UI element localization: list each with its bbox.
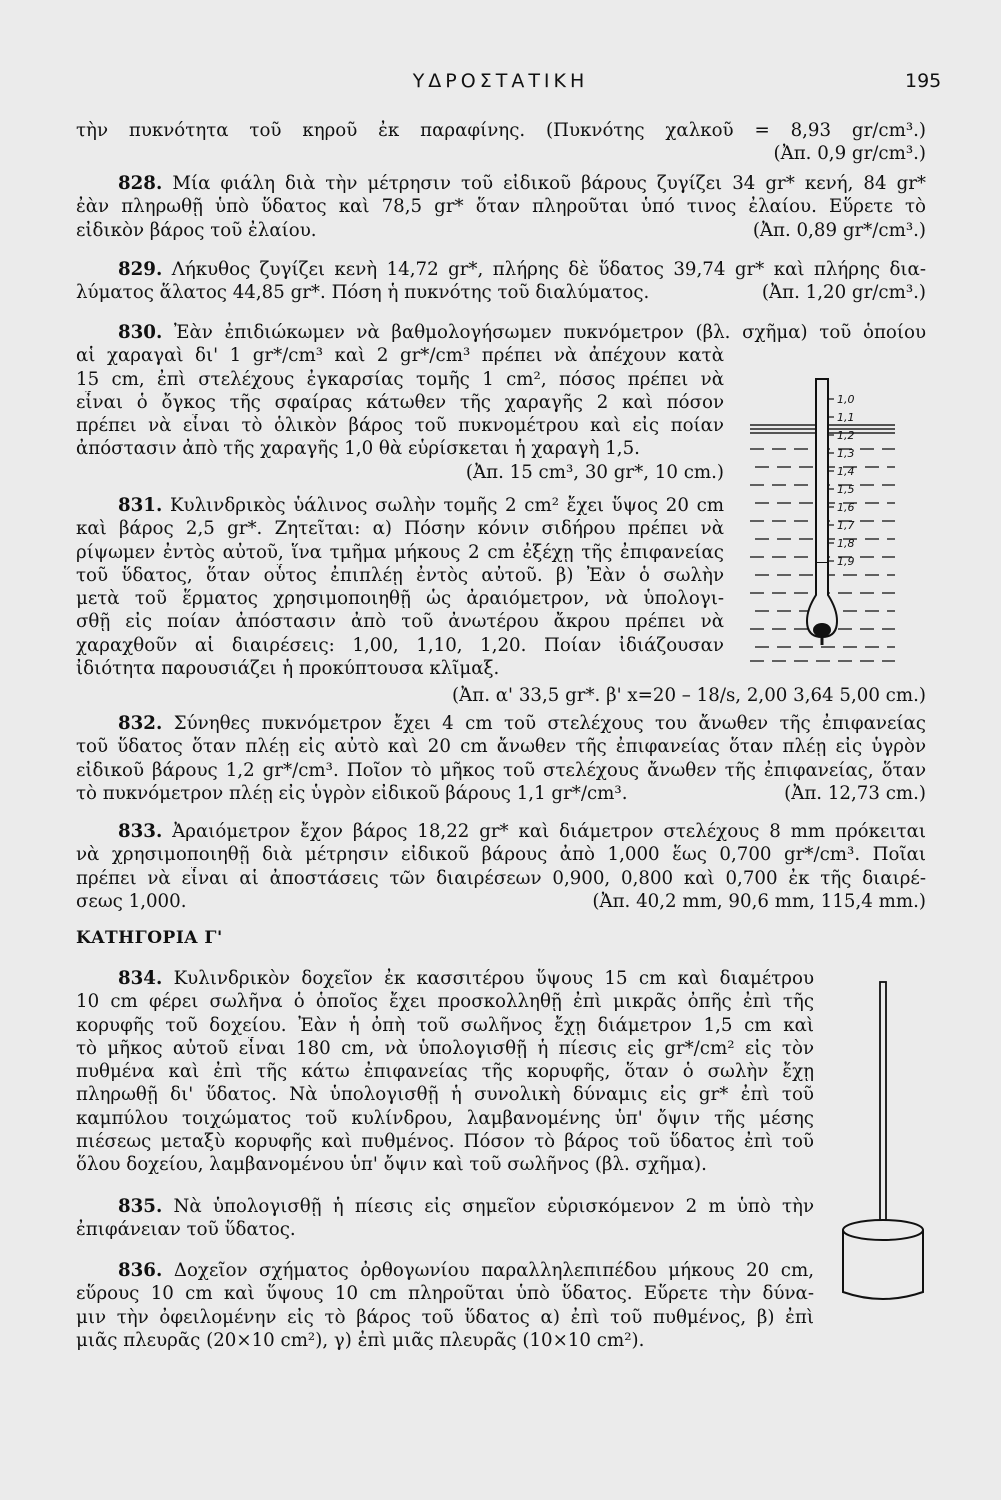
text: Κυλινδρικὸς ὑάλινος σωλὴν τομῆς 2 cm² ἔχει ὕψος 20 cm [162, 495, 724, 516]
problem-number: 830. [118, 322, 163, 343]
text-line [76, 172, 926, 195]
text: Μία φιάλη διὰ τὴν μέτρησιν τοῦ εἰδικοῦ βάρους ζυγίζει 34 gr* κενή, 84 gr* [162, 173, 926, 194]
problem-828 [76, 172, 926, 242]
text: Νὰ ὑπολογισθῇ ἡ πίεσις εἰς σημεῖον εὑρισκόμενον 2 m ὑπὸ τὴν [162, 1196, 814, 1217]
text-line: πιέσεως μεταξὺ κορυφῆς καὶ πυθμένος. Πόσον τὸ βάρος τοῦ ὕδατος ἐπὶ τοῦ [76, 1131, 814, 1153]
hydrometer-weight [813, 623, 831, 637]
problem-836 [76, 1259, 814, 1352]
text: τὸ πυκνόμετρον πλέῃ εἰς ὑγρὸν εἰδικοῦ βάρους 1,1 gr*/cm³. [76, 782, 628, 804]
problem-number: 835. [118, 1196, 163, 1217]
text-line [76, 967, 814, 990]
text-line: κορυφῆς τοῦ δοχείου. Ἐὰν ἡ ὀπὴ τοῦ σωλῆνος ἔχῃ διάμετρον 1,5 cm καὶ [76, 1014, 814, 1036]
text-line: σθῇ εἰς ποίαν ἀπόστασιν ἀπὸ τοῦ ἀνωτέρου ἄκρου πρέπει νὰ [76, 611, 724, 633]
text-line [76, 494, 724, 517]
text-line: εὕρους 10 cm καὶ ὕψους 10 cm πληροῦται ὑπὸ ὕδατος. Εὕρετε τὴν δύνα- [76, 1283, 814, 1305]
text-line: πληρωθῇ δι' ὕδατος. Νὰ ὑπολογισθῇ ἡ συνολικὴ δύναμις εἰς gr* ἐπὶ τοῦ [76, 1084, 814, 1106]
text-line: τοῦ ὕδατος ὅταν πλέῃ εἰς αὐτὸ καὶ 20 cm ἄνωθεν τῆς ἐπιφανείας ὅταν πλέῃ εἰς ὑγρὸν [76, 736, 926, 758]
problem-834 [76, 967, 814, 1177]
problem-831-answer [76, 684, 926, 707]
text-line: εἰδικοῦ βάρους 1,2 gr*/cm³. Ποῖον τὸ μῆκος τοῦ στελέχους ἄνωθεν τῆς ἐπιφανείας, ὅταν [76, 759, 926, 781]
answer: (Ἀπ. 1,20 gr/cm³.) [761, 282, 926, 304]
text-line [76, 890, 926, 913]
text: Ἀραιόμετρον ἔχον βάρος 18,22 gr* καὶ διάμετρον στελέχους 8 mm πρόκειται [162, 821, 926, 842]
problem-833 [76, 820, 926, 913]
answer: (Ἀπ. 40,2 mm, 90,6 mm, 115,4 mm.) [592, 890, 926, 912]
text-line [76, 712, 926, 735]
text-line: 10 cm φέρει σωλῆνα ὁ ὁποῖος ἔχει προσκολληθῇ ἐπὶ μικρᾶς ὀπῆς ἐπὶ τῆς [76, 991, 814, 1013]
vessel-tube-figure [825, 980, 935, 1310]
scale-label: 1,4 [837, 465, 855, 478]
text-line [76, 782, 926, 805]
text-line: μιᾶς πλευρᾶς (20×10 cm²), γ) ἐπὶ μιᾶς πλευρᾶς (10×10 cm²). [76, 1329, 645, 1351]
text-line: τοῦ ὕδατος, ὅταν οὗτος ἐπιπλέῃ ἐντὸς αὐτοῦ. β) Ἐὰν ὁ σωλὴν [76, 564, 724, 586]
text: Ἐὰν ἐπιδιώκωμεν νὰ βαθμολογήσωμεν πυκνόμετρον (βλ. σχῆμα) τοῦ ὁποίου [162, 322, 926, 343]
running-header-title: ΥΔΡΟΣΤΑΤΙΚΗ [412, 70, 589, 92]
text-line: εἶναι ὁ ὄγκος τῆς σφαίρας κάτωθεν τῆς χαραγῆς 2 καὶ πόσον [76, 391, 724, 413]
answer: (Ἀπ. 0,9 gr/cm³.) [773, 143, 926, 165]
text-line: ἰδιότητα παρουσιάζει ἡ προκύπτουσα κλῖμαξ. [76, 658, 500, 680]
problem-number: 831. [118, 495, 163, 516]
scale-label: 1,5 [837, 483, 855, 496]
text-line: τὴν πυκνότητα τοῦ κηροῦ ἐκ παραφίνης. (Πυκνότης χαλκοῦ = 8,93 gr/cm³.) [76, 120, 926, 141]
hydrometer-stem [816, 379, 828, 563]
text-line: καὶ βάρος 2,5 gr*. Ζητεῖται: α) Πόσην κόνιν σιδήρου πρέπει νὰ [76, 518, 724, 540]
text-line: μιν τὴν ὀφειλομένην εἰς τὸ βάρος τοῦ ὕδατος α) ἐπὶ τοῦ πυθμένος, β) ἐπὶ [76, 1306, 814, 1328]
cylinder-vessel [843, 1220, 923, 1299]
scale-label: 1,1 [837, 411, 855, 424]
answer: (Ἀπ. 15 cm³, 30 gr*, 10 cm.) [465, 461, 724, 483]
scale-label: 1,9 [837, 555, 855, 568]
problem-830 [76, 321, 926, 344]
problem-number: 834. [118, 968, 163, 989]
text-line: ἐὰν πληρωθῇ ὑπὸ ὕδατος καὶ 78,5 gr* ὅταν πληροῦται ὑπό τινος ἐλαίου. Εὕρετε τὸ [76, 196, 926, 218]
scale-label: 1,2 [837, 429, 855, 442]
problem-number: 836. [118, 1260, 163, 1281]
text-line [76, 219, 926, 242]
problem-number: 833. [118, 821, 163, 842]
problem-832 [76, 712, 926, 805]
text-line [76, 258, 926, 281]
text-line: νὰ χρησιμοποιηθῇ διὰ μέτρησιν εἰδικοῦ βάρους ἀπὸ 1,000 ἕως 0,700 gr*/cm³. Ποῖαι [76, 844, 926, 866]
tube [880, 982, 886, 1222]
text-line: πρέπει νὰ εἶναι τὸ ὁλικὸν βάρος τοῦ πυκνομέτρου καὶ εἰς ποίαν [76, 415, 724, 437]
text-line [76, 1195, 814, 1218]
text-line: ὅλου δοχείου, λαμβανομένου ὑπ' ὄψιν καὶ τοῦ σωλῆνος (βλ. σχῆμα). [76, 1154, 707, 1176]
text-line: τὸ μῆκος αὐτοῦ εἶναι 180 cm, νὰ ὑπολογισθῇ ἡ πίεσις εἰς gr*/cm² εἰς τὸν [76, 1037, 814, 1059]
problem-number: 832. [118, 713, 163, 734]
problem-829 [76, 258, 926, 305]
text: Σύνηθες πυκνόμετρον ἔχει 4 cm τοῦ στελέχους του ἄνωθεν τῆς ἐπιφανείας [162, 713, 926, 734]
scale-label: 1,8 [837, 537, 855, 550]
text-line: 15 cm, ἐπὶ στελέχους ἐγκαρσίας τομῆς 1 cm², πόσος πρέπει νὰ [76, 368, 724, 390]
text-line: πρέπει νὰ εἶναι αἱ ἀποστάσεις τῶν διαιρέσεων 0,900, 0,800 καὶ 0,700 ἐκ τῆς διαιρέ- [76, 867, 926, 889]
hydrometer-figure [745, 365, 905, 670]
page-number: 195 [905, 70, 942, 92]
text: λύματος ἅλατος 44,85 gr*. Πόση ἡ πυκνότης τοῦ διαλύματος. [76, 282, 650, 304]
text-line: μετὰ τοῦ ἕρματος χρησιμοποιηθῇ ὡς ἀραιόμετρον, νὰ ὑπολογι- [76, 588, 724, 610]
text: Δοχεῖον σχήματος ὀρθογωνίου παραλληλεπιπέδου μήκους 20 cm, [162, 1260, 814, 1281]
text-line: πυθμένα καὶ ἐπὶ τῆς κάτω ἐπιφανείας τῆς κορυφῆς, ὅταν ὁ σωλὴν ἔχῃ [76, 1061, 814, 1083]
problem-number: 828. [118, 173, 163, 194]
text-line: ἐπιφάνειαν τοῦ ὕδατος. [76, 1219, 296, 1241]
answer: (Ἀπ. 12,73 cm.) [784, 782, 926, 804]
hydrometer [807, 379, 837, 645]
category-heading: ΚΑΤΗΓΟΡΙΑ Γ' [76, 928, 223, 948]
problem-835 [76, 1195, 814, 1242]
text: Κυλινδρικὸν δοχεῖον ἐκ κασσιτέρου ὕψους 15 cm καὶ διαμέτρου [162, 968, 814, 989]
text-line [76, 820, 926, 843]
text-line: ρίψωμεν ἐντὸς αὐτοῦ, ἵνα τμῆμα μήκους 2 cm ἐξέχῃ τῆς ἐπιφανείας [76, 541, 724, 563]
problem-number: 829. [118, 259, 163, 280]
problem-831 [76, 494, 724, 680]
text-line [76, 321, 926, 344]
text-line: χαραχθοῦν αἱ διαιρέσεις: 1,00, 1,10, 1,20. Ποίαν ἰδιάζουσαν [76, 634, 724, 656]
problem-830-body [76, 344, 724, 484]
text: Λήκυθος ζυγίζει κενὴ 14,72 gr*, πλήρης δὲ ὕδατος 39,74 gr* καὶ πλήρης δια- [162, 259, 926, 280]
scale-label: 1,6 [837, 501, 855, 514]
text-line: αἱ χαραγαὶ δι' 1 gr*/cm³ καὶ 2 gr*/cm³ πρέπει νὰ ἀπέχουν κατὰ [76, 345, 724, 367]
scale-label: 1,7 [837, 519, 855, 532]
intro-paragraph [76, 119, 926, 166]
text-line [76, 281, 926, 304]
text-line: καμπύλου τοιχώματος τοῦ κυλίνδρου, λαμβανομένης ὑπ' ὄψιν τῆς μέσης [76, 1107, 814, 1129]
scale-label: 1,0 [837, 393, 855, 406]
text: εἰδικὸν βάρος τοῦ ἐλαίου. [76, 219, 317, 241]
text-line [76, 1259, 814, 1282]
answer: (Ἀπ. α' 33,5 gr*. β' x=20 – 18/s, 2,00 3,64 5,00 cm.) [452, 685, 926, 706]
text: σεως 1,000. [76, 890, 187, 912]
text-line: ἀπόστασιν ἀπὸ τῆς χαραγῆς 1,0 θὰ εὑρίσκεται ἡ χαραγὴ 1,5. [76, 438, 640, 460]
answer: (Ἀπ. 0,89 gr*/cm³.) [752, 219, 926, 241]
scale-label: 1,3 [837, 447, 855, 460]
